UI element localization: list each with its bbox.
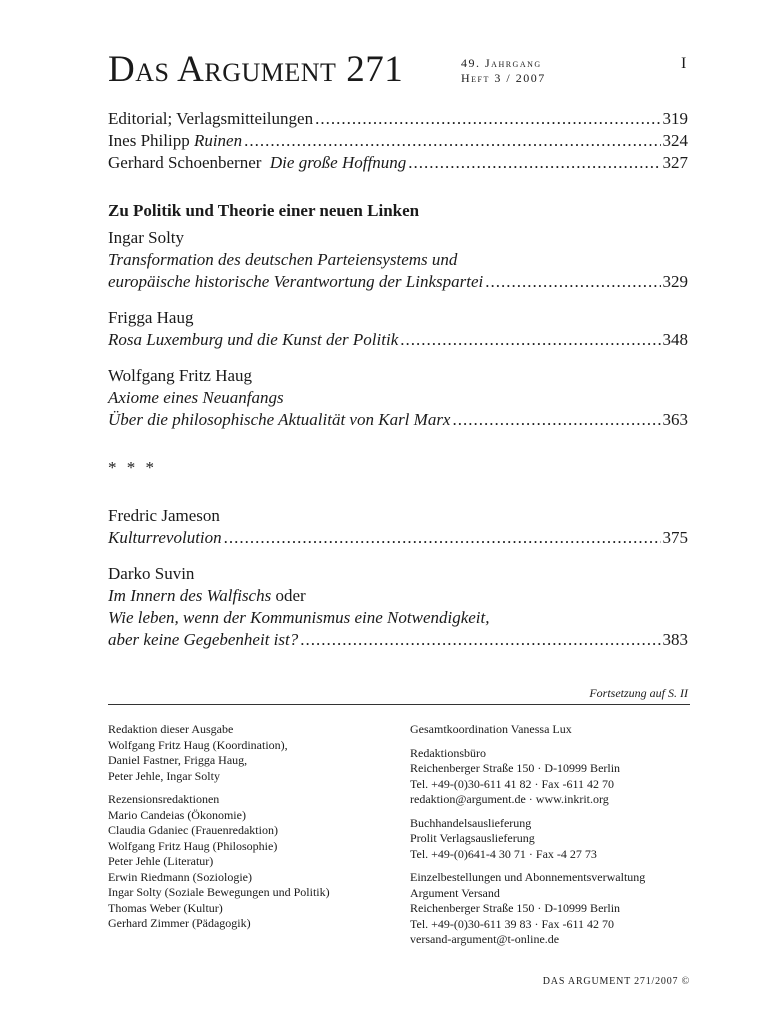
toc-entry-editorial[interactable] bbox=[108, 108, 688, 130]
orders-label: Einzelbestellungen und Abonnementsverwaltung bbox=[410, 870, 646, 884]
credit-line: Erwin Riedmann (Soziologie) bbox=[108, 869, 252, 884]
section-separator: * * * bbox=[108, 458, 157, 477]
office-label: Redaktionsbüro bbox=[410, 745, 486, 760]
issue-info bbox=[461, 56, 546, 86]
journal-title: Das Argument 271 bbox=[108, 49, 404, 90]
toc-author: Fredric Jameson bbox=[108, 506, 220, 525]
toc-entry-solty[interactable] bbox=[108, 227, 688, 293]
toc-page-number: 363 bbox=[662, 410, 688, 429]
toc-entry-title: Axiome eines Neuanfangs bbox=[108, 388, 284, 407]
toc-entry-title: Editorial; Verlagsmitteilungen bbox=[108, 109, 314, 128]
toc-entry-title-cont: Über die philosophische Aktualität von Karl Marx bbox=[108, 410, 451, 429]
toc-entry-philipp[interactable] bbox=[108, 130, 688, 152]
toc-entry-suvin[interactable] bbox=[108, 563, 688, 651]
toc-entry-jameson[interactable] bbox=[108, 505, 688, 549]
credits-right-column bbox=[410, 722, 700, 948]
toc-leader-dots bbox=[244, 130, 660, 152]
toc-entry-title: Kulturrevolution bbox=[108, 528, 222, 547]
phone-line: Tel. +49-(0)641-4 30 71 · Fax -4 27 73 bbox=[410, 846, 597, 861]
toc-page-number: 383 bbox=[662, 630, 688, 649]
toc-author: Ingar Solty bbox=[108, 228, 185, 247]
toc-entry-title: Ruinen bbox=[193, 131, 243, 150]
phone-line: Tel. +49-(0)30-611 41 82 · Fax -611 42 70 bbox=[410, 776, 615, 791]
toc-title-connector: oder bbox=[271, 586, 306, 605]
credit-line: Gerhard Zimmer (Pädagogik) bbox=[108, 916, 251, 930]
toc-entry-wf-haug[interactable] bbox=[108, 365, 688, 431]
editorial-board-label: Redaktion dieser Ausgabe bbox=[108, 722, 234, 736]
toc-leader-dots bbox=[224, 527, 661, 549]
distributor-line: Prolit Verlagsauslieferung bbox=[410, 831, 535, 845]
toc-entry-title: Im Innern des Walfischs bbox=[108, 586, 272, 605]
toc-author: Gerhard Schoenberner bbox=[108, 153, 262, 172]
toc-author: Frigga Haug bbox=[108, 308, 194, 327]
toc-page-number: 329 bbox=[662, 272, 688, 291]
toc-entry-schoenberner[interactable] bbox=[108, 152, 688, 174]
toc-leader-dots bbox=[300, 629, 660, 651]
divider-rule bbox=[108, 704, 690, 705]
credit-line: Claudia Gdaniec (Frauenredaktion) bbox=[108, 823, 278, 837]
toc-leader-dots bbox=[485, 271, 660, 293]
toc-entry-title-cont: Wie leben, wenn der Kommunismus eine Notwendigkeit, bbox=[108, 608, 490, 627]
toc-page-number: 319 bbox=[662, 109, 688, 128]
section-heading: Zu Politik und Theorie einer neuen Linken bbox=[108, 201, 420, 220]
credit-line: Ingar Solty (Soziale Bewegungen und Politik) bbox=[108, 885, 330, 899]
toc-leader-dots bbox=[408, 152, 660, 174]
contact-links[interactable]: redaktion@argument.de · www.inkrit.org bbox=[410, 792, 609, 806]
address-line: Reichenberger Straße 150 · D-10999 Berlin bbox=[410, 901, 621, 915]
toc-entry-title: Die große Hoffnung bbox=[269, 153, 407, 172]
table-of-contents bbox=[108, 108, 688, 651]
orders-line: Argument Versand bbox=[410, 885, 500, 900]
continuation-note: Fortsetzung auf S. II bbox=[589, 686, 688, 700]
credit-line: Thomas Weber (Kultur) bbox=[108, 900, 223, 915]
toc-entry-title-cont: europäische historische Verantwortung der Linkspartei bbox=[108, 272, 484, 291]
toc-page-number: 324 bbox=[662, 131, 688, 150]
toc-author: Darko Suvin bbox=[108, 564, 195, 583]
page-number: I bbox=[681, 55, 687, 72]
phone-line: Tel. +49-(0)30-611 39 83 · Fax -611 42 70 bbox=[410, 916, 615, 931]
toc-page-number: 375 bbox=[662, 528, 688, 547]
toc-entry-title: Rosa Luxemburg und die Kunst der Politik bbox=[108, 330, 399, 349]
address-line: Reichenberger Straße 150 · D-10999 Berlin bbox=[410, 761, 621, 775]
toc-page-number: 348 bbox=[662, 330, 688, 349]
credit-line: Peter Jehle (Literatur) bbox=[108, 854, 214, 868]
credit-line: Daniel Fastner, Frigga Haug, bbox=[108, 753, 248, 767]
issue-label: Heft 3 / 2007 bbox=[461, 71, 546, 85]
toc-leader-dots bbox=[315, 108, 660, 130]
credit-line: Wolfgang Fritz Haug (Koordination), bbox=[108, 737, 288, 752]
review-editors-label: Rezensionsredaktionen bbox=[108, 792, 220, 806]
credits-left-column bbox=[108, 722, 398, 932]
toc-leader-dots bbox=[400, 329, 660, 351]
email-link[interactable]: versand-argument@t-online.de bbox=[410, 932, 560, 946]
page-footer: DAS ARGUMENT 271/2007 © bbox=[542, 976, 690, 987]
volume-label: 49. Jahrgang bbox=[461, 56, 542, 70]
toc-page-number: 327 bbox=[662, 153, 688, 172]
toc-entry-title-cont: aber keine Gegebenheit ist? bbox=[108, 630, 299, 649]
toc-entry-frigga-haug[interactable] bbox=[108, 307, 688, 351]
credit-line: Mario Candeias (Ökonomie) bbox=[108, 807, 246, 822]
toc-entry-title: Transformation des deutschen Parteiensystems und bbox=[108, 250, 458, 269]
toc-author: Wolfgang Fritz Haug bbox=[108, 366, 253, 385]
distribution-label: Buchhandelsauslieferung bbox=[410, 815, 532, 830]
toc-leader-dots bbox=[452, 409, 660, 431]
toc-author: Ines Philipp bbox=[108, 131, 190, 150]
credit-line: Peter Jehle, Ingar Solty bbox=[108, 768, 220, 783]
coordination-line: Gesamtkoordination Vanessa Lux bbox=[410, 722, 572, 736]
credit-line: Wolfgang Fritz Haug (Philosophie) bbox=[108, 838, 278, 853]
